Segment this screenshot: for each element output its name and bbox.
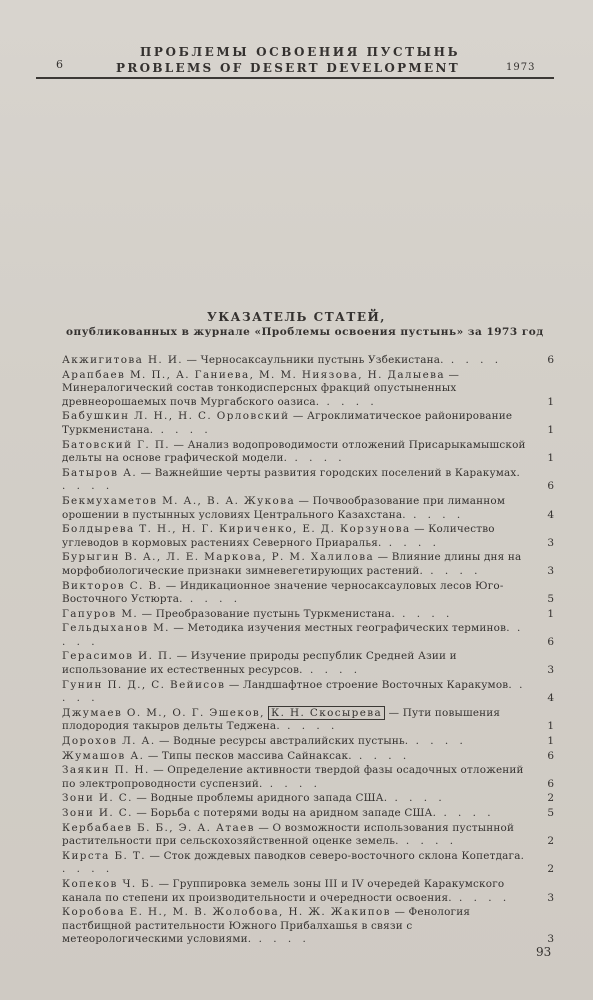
- index-subtitle: опубликованных в журнале «Проблемы освоения пустынь» за 1973 год: [66, 326, 544, 338]
- entry-title: — Преобразование пустынь Туркменистана.: [138, 607, 395, 620]
- entry-leader-dots: . . . .: [436, 807, 495, 819]
- article-entry: [62, 608, 558, 622]
- entry-page: 5: [547, 593, 554, 606]
- entry-leader-dots: . . . .: [62, 622, 525, 648]
- entry-author: Заякин П. Н.: [62, 764, 150, 777]
- entry-leader-dots: . . . .: [279, 720, 339, 733]
- entry-title: — Агроклиматическое районирование Туркменистана.: [62, 410, 513, 436]
- entry-page: 1: [547, 735, 554, 748]
- entry-leader-dots: . . . .: [443, 354, 503, 366]
- entry-title: — Ландшафтное строение Восточных Каракумов.: [225, 678, 512, 691]
- entry-author: Болдырева Т. Н., Н. Г. Кириченко, Е. Д. Корзунова: [62, 523, 411, 536]
- header-year: 1973: [506, 62, 536, 73]
- entry-leader-dots: . . . .: [319, 395, 378, 408]
- article-entry: [62, 807, 558, 821]
- entry-leader-dots: . . . .: [381, 536, 440, 549]
- entry-title: — Водные проблемы аридного запада США.: [132, 792, 388, 805]
- article-entry: [62, 369, 558, 410]
- entry-page: 3: [547, 536, 554, 549]
- entry-author: Дорохов Л. А.: [62, 735, 156, 748]
- article-entry: [62, 410, 558, 437]
- entry-author: Бекмухаметов М. А., В. А. Жукова: [62, 494, 296, 507]
- entry-page: 4: [547, 692, 554, 705]
- entry-author: Кирста Б. Т.: [62, 849, 146, 862]
- article-entry: [62, 354, 558, 368]
- entry-title: — Важнейшие черты развития городских поселений в Каракумах.: [137, 466, 520, 479]
- entry-author-boxed: К. Н. Скосырева: [268, 706, 385, 720]
- article-entry: [62, 764, 558, 791]
- article-entry: [62, 523, 558, 550]
- entry-author: Гельдыханов М.: [62, 622, 170, 635]
- footer-page-number: 93: [536, 945, 552, 959]
- entry-author: Бурыгин В. А., Л. Е. Маркова, Р. М. Халилова: [62, 551, 375, 564]
- entry-author: Батыров А.: [62, 466, 138, 479]
- entry-leader-dots: . . . .: [153, 423, 212, 436]
- header-rule: [36, 77, 554, 79]
- entry-author: Гунин П. Д., С. Вейисов: [62, 678, 226, 691]
- article-entry: [62, 878, 558, 905]
- article-entry: [62, 650, 558, 677]
- article-entry: [62, 906, 558, 947]
- entry-leader-dots: . . . .: [351, 749, 411, 762]
- entry-page: 2: [547, 792, 554, 805]
- article-entry: [62, 622, 558, 649]
- entry-author: Джумаев О. М., О. Г. Эшеков,: [62, 706, 265, 719]
- entry-page: 6: [547, 777, 554, 790]
- entry-page: 3: [547, 664, 554, 677]
- entry-leader-dots: . . . .: [408, 735, 467, 748]
- entry-page: 2: [547, 835, 554, 848]
- entry-leader-dots: . . . .: [62, 863, 114, 876]
- entry-author: Викторов С. В.: [62, 579, 163, 592]
- entry-author: Коробова Е. Н., М. В. Жолобова, Н. Ж. Жакипов: [62, 906, 391, 919]
- entry-title: — Почвообразование при лиманном орошении в пустынных условиях Центрального Казахстана.: [62, 494, 506, 521]
- entry-page: 1: [547, 423, 554, 436]
- article-entry: [62, 707, 558, 734]
- entry-page: 1: [547, 720, 554, 733]
- entry-page: 3: [547, 564, 554, 577]
- entry-leader-dots: . . . .: [405, 508, 465, 521]
- entry-leader-dots: . . . .: [251, 933, 310, 946]
- entry-page: 6: [547, 749, 554, 762]
- article-entry: [62, 580, 558, 607]
- entry-author: Зони И. С.: [62, 792, 133, 805]
- entry-page: 1: [547, 452, 554, 465]
- entry-title: — Водные ресурсы австралийских пустынь.: [155, 735, 409, 748]
- article-list: [62, 354, 558, 948]
- entry-author: Батовский Г. П.: [62, 438, 171, 451]
- entry-title: — Группировка земель зоны III и IV очередей Каракумского канала по степени их производительности и очередности освоения.: [62, 877, 505, 904]
- entry-title: — Сток дождевых паводков северо-восточного склона Копетдага.: [145, 849, 525, 862]
- article-entry: [62, 792, 558, 806]
- entry-title: — Фенология пастбищной растительности Южного Прибалхашья в связи с метеорологическими условиями.: [62, 906, 471, 946]
- entry-leader-dots: . . . .: [287, 452, 346, 465]
- entry-author: Герасимов И. П.: [62, 650, 174, 663]
- entry-author: Бабушкин Л. Н., Н. С. Орловский: [62, 410, 290, 423]
- entry-title: — Черносаксаульники пустынь Узбекистана.: [183, 354, 444, 366]
- entry-author: Копеков Ч. Б.: [62, 877, 156, 890]
- entry-author: Гапуров М.: [62, 607, 139, 620]
- entry-title: — О возможности использования пустынной растительности при сельскохозяйственной оценке земель.: [62, 821, 515, 848]
- entry-title: — Количество углеводов в кормовых растениях Северного Приаралья.: [62, 523, 495, 549]
- entry-title: — Минералогический состав тонкодисперсных фракций опустыненных древнеорошаемых почв Мургабского оазиса.: [62, 368, 460, 408]
- header-title-ru: ПРОБЛЕМЫ ОСВОЕНИЯ ПУСТЫНЬ: [140, 45, 461, 59]
- entry-title: — Пути повышения плодородия такыров дельты Теджена.: [62, 706, 501, 733]
- article-entry: [62, 735, 558, 749]
- entry-author: Арапбаев М. П., А. Ганиева, М. М. Ниязова, Н. Далыева: [62, 368, 445, 381]
- article-entry: [62, 439, 558, 466]
- entry-title: — Борьба с потерями воды на аридном западе США.: [132, 807, 437, 819]
- entry-leader-dots: . . . .: [387, 792, 446, 805]
- entry-leader-dots: . . . .: [62, 480, 114, 493]
- entry-leader-dots: . . . .: [398, 835, 458, 848]
- entry-title: — Изучение природы республик Средней Азии и использование их естественных ресурсов.: [62, 650, 457, 677]
- header-page-number: 6: [56, 58, 64, 71]
- article-entry: [62, 822, 558, 849]
- entry-leader-dots: . . . .: [182, 593, 242, 606]
- entry-leader-dots: . . . .: [422, 564, 482, 577]
- entry-author: Жумашов А.: [62, 749, 145, 762]
- entry-page: 6: [547, 354, 554, 366]
- entry-author: Зони И. С.: [62, 807, 133, 819]
- entry-title: — Типы песков массива Сайнаксак.: [144, 749, 352, 762]
- article-entry: [62, 495, 558, 522]
- entry-leader-dots: . . . .: [451, 891, 511, 904]
- entry-page: 3: [547, 891, 554, 904]
- entry-leader-dots: . . . .: [62, 678, 527, 705]
- entry-page: 6: [547, 480, 554, 493]
- entry-title: — Индикационное значение черносаксауловых лесов Юго-Восточного Устюрта.: [62, 579, 504, 606]
- entry-title: — Влияние длины дня на морфобиологические признаки зимневегетирующих растений.: [62, 551, 522, 577]
- entry-leader-dots: . . . .: [262, 777, 321, 790]
- entry-leader-dots: . . . .: [302, 664, 362, 677]
- article-entry: [62, 551, 558, 578]
- entry-leader-dots: . . . .: [394, 607, 454, 620]
- entry-page: 3: [547, 933, 554, 946]
- entry-page: 1: [547, 607, 554, 620]
- article-entry: [62, 679, 558, 706]
- entry-page: 1: [547, 395, 554, 408]
- entry-author: Кербабаев Б. Б., Э. А. Атаев: [62, 821, 255, 834]
- entry-title: — Определение активности твердой фазы осадочных отложений по электропроводности суспензий.: [62, 764, 524, 790]
- header-title-en: PROBLEMS OF DESERT DEVELOPMENT: [116, 61, 460, 75]
- index-title: УКАЗАТЕЛЬ СТАТЕЙ,: [207, 310, 386, 324]
- entry-title: — Анализ водопроводимости отложений Присарыкамышской дельты на основе графической модели.: [62, 438, 526, 465]
- article-entry: [62, 467, 558, 494]
- entry-page: 6: [547, 635, 554, 648]
- entry-title: — Методика изучения местных географических терминов.: [169, 622, 510, 635]
- entry-page: 5: [547, 807, 554, 819]
- entry-page: 2: [547, 863, 554, 876]
- entry-page: 4: [547, 508, 554, 521]
- article-entry: [62, 750, 558, 764]
- article-entry: [62, 850, 558, 877]
- entry-author: Акжигитова Н. И.: [62, 354, 183, 366]
